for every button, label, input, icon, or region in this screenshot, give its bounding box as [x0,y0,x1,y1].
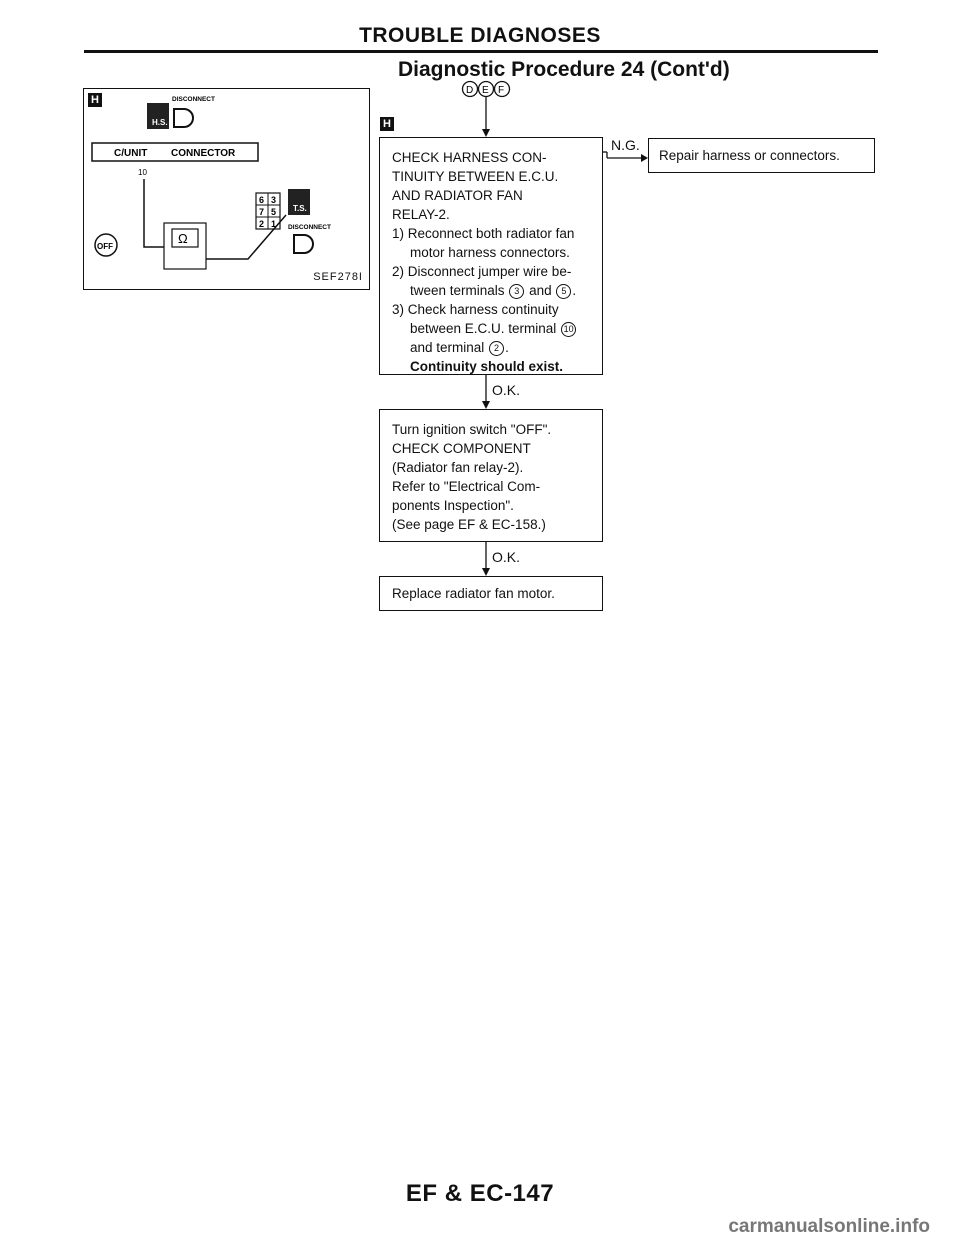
step1-sub1-line2: motor harness connectors. [410,245,570,260]
off-label: OFF [97,242,113,251]
entry-mark-f-letter: F [498,85,505,96]
entry-mark-e-letter: E [482,85,489,96]
check-harness-continuity-box [379,137,603,375]
disconnect-label-2: DISCONNECT [288,224,331,231]
step1-sub1-line1: 1) Reconnect both radiator fan [392,226,575,241]
connector-icon [174,109,193,127]
ohm-symbol: Ω [178,231,188,246]
terminal-grid [256,193,280,229]
header-rule [84,50,878,53]
ng-connector [603,146,649,168]
arrow-down-icon-3 [482,568,490,576]
watermark: carmanualsonline.info [728,1216,930,1237]
wiring-diagram [84,89,369,289]
terminal-2: 2 [259,219,265,229]
h-badge: H [88,93,102,107]
disconnect-label-1: DISCONNECT [172,96,215,103]
repair-harness-box: Repair harness or connectors. [648,138,875,173]
terminal-5-circle: 5 [556,284,571,299]
figure-id: SEF278I [313,271,363,283]
arrow-down-icon [482,129,490,137]
replace-motor-box: Replace radiator fan motor. [379,576,603,611]
wiring-figure [83,88,370,290]
probe-lead-left [144,179,164,247]
terminal-6: 6 [259,195,265,205]
check-component-box [379,409,603,542]
terminal-10-circle: 10 [561,322,576,337]
page-number: EF & EC-147 [405,1180,555,1207]
step2-line2: CHECK COMPONENT [392,441,531,456]
step2-line1: Turn ignition switch "OFF". [392,422,552,437]
step1-title-line3: AND RADIATOR FAN [392,188,523,203]
ng-label: N.G. [611,137,640,153]
step1-title-line1: CHECK HARNESS CON- [392,150,547,165]
page-header-title: TROUBLE DIAGNOSES [359,24,601,47]
ok-label-1: O.K. [492,382,521,398]
step1-sub2-text: tween terminals [410,283,505,298]
cunit-label: C/UNIT [114,148,148,159]
hs-label: H.S. [152,118,168,127]
ok-label-2: O.K. [492,549,521,565]
step1-title-line4: RELAY-2. [392,207,450,222]
terminal-5: 5 [271,207,277,217]
step2-line3: (Radiator fan relay-2). [392,460,524,475]
step1-sub2-line2: tween terminals 3 and 5 . [410,283,577,298]
ts-label: T.S. [293,204,307,213]
step1-sub2-line1: 2) Disconnect jumper wire be- [392,264,572,279]
terminal-7: 7 [259,207,265,217]
terminal-3: 3 [271,195,277,205]
pin-10-label: 10 [138,168,147,177]
h-badge-flow: H [380,117,394,131]
step1-sub2-and: and [529,283,552,298]
step1-title-line2: TINUITY BETWEEN E.C.U. [392,169,559,184]
terminal-3-circle: 3 [509,284,524,299]
arrow-right-icon [641,154,648,162]
step1-sub3-and-terminal: and terminal [410,340,485,355]
section-title: Diagnostic Procedure 24 (Cont'd) [398,58,730,81]
step2-line6: (See page EF & EC-158.) [392,517,546,532]
step1-sub3-line3: and terminal 2 . [410,340,509,355]
ohmmeter [164,223,206,269]
terminal-1: 1 [271,219,277,229]
step1-sub3-text: between E.C.U. terminal [410,321,557,336]
connector-icon-2 [294,235,313,253]
step2-line4: Refer to "Electrical Com- [392,479,541,494]
arrow-down-icon-2 [482,401,490,409]
step1-sub3-line2 [392,319,590,338]
step2-line5: ponents Inspection". [392,498,514,513]
terminal-2-circle: 2 [489,341,504,356]
entry-mark-d-letter: D [466,85,474,96]
flow-entry-connectors [458,80,522,138]
step1-sub3-line1: 3) Check harness continuity [392,302,559,317]
connector-label: CONNECTOR [171,148,236,159]
continuity-should-exist: Continuity should exist. [410,359,564,374]
